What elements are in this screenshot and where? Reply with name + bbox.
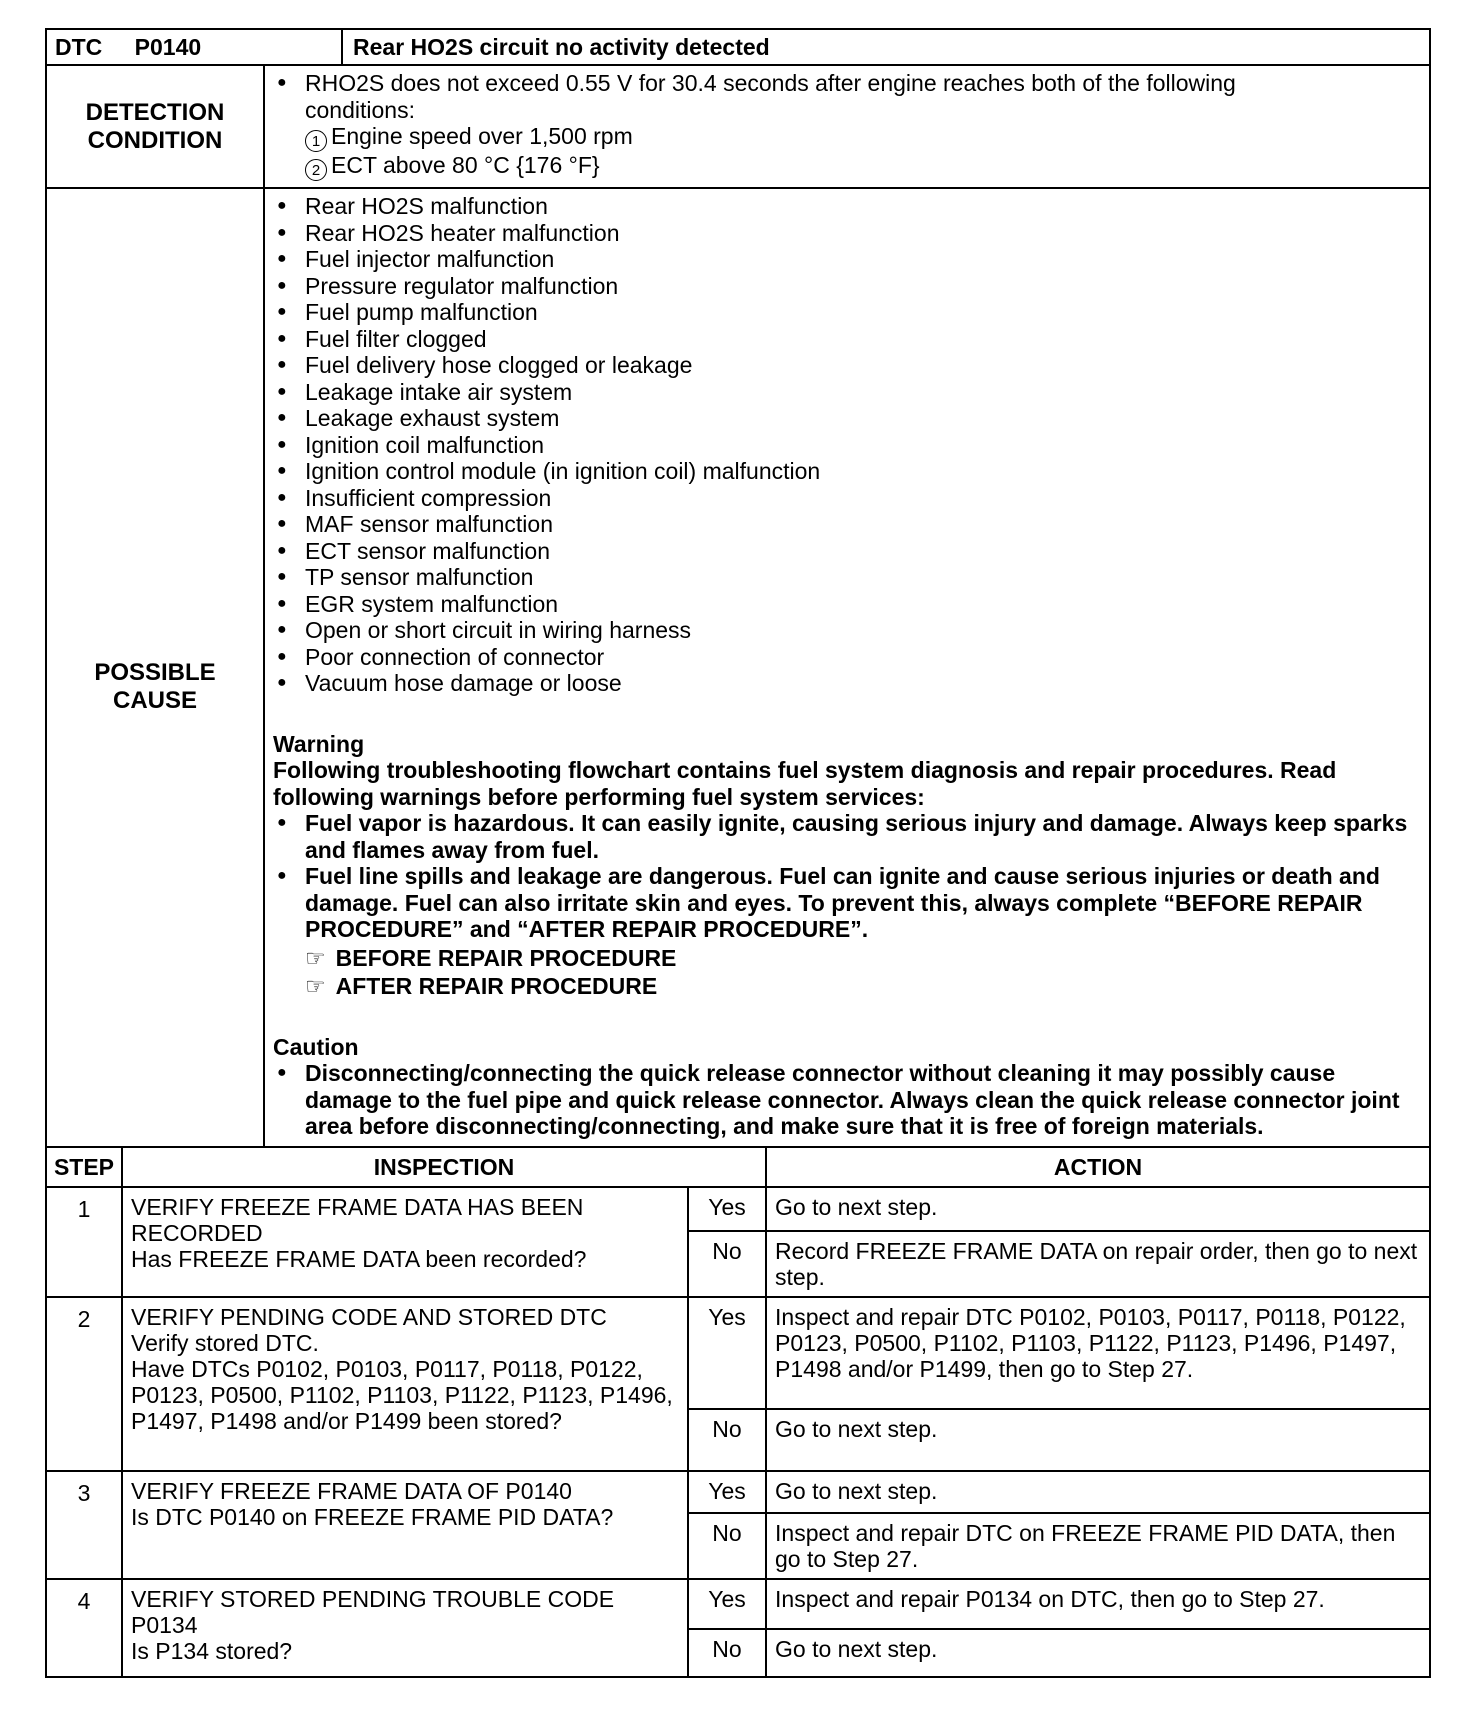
possible-cause-item: ● Rear HO2S malfunction <box>273 193 1421 220</box>
col-action: ACTION <box>766 1147 1430 1187</box>
steps-header-row <box>46 1147 1430 1187</box>
caution-title: Caution <box>273 1033 359 1060</box>
step-inspection: VERIFY PENDING CODE AND STORED DTC Verify stored DTC. Have DTCs P0102, P0103, P0117, P0118, P0122, P0123, P0500, P1102, P1103, P1122, P1123, P1496, P1497, P1498 and/or P1499 been stored? <box>122 1297 688 1471</box>
detection-bullet <box>273 70 1421 123</box>
possible-cause-content <box>264 188 1430 1147</box>
possible-cause-item: ● ECT sensor malfunction <box>273 538 1421 565</box>
step-yes-action: Inspect and repair DTC P0102, P0103, P0117, P0118, P0122, P0123, P0500, P1102, P1103, P1122, P1123, P1496, P1497, P1498 and/or P1499, then go to Step 27. <box>766 1297 1430 1409</box>
step-no-label: No <box>688 1629 766 1677</box>
possible-cause-item: ● Poor connection of connector <box>273 644 1421 671</box>
possible-cause-item: ● Ignition coil malfunction <box>273 432 1421 459</box>
step-yes-action: Go to next step. <box>766 1471 1430 1513</box>
step-yes-label: Yes <box>688 1187 766 1231</box>
possible-cause-item: ● Fuel pump malfunction <box>273 299 1421 326</box>
detection-row <box>46 65 1430 188</box>
step-number: 2 <box>46 1297 122 1471</box>
warning-title: Warning <box>273 730 365 757</box>
detection-condition-1 <box>273 123 1421 152</box>
steps-body <box>46 1187 1430 1677</box>
col-inspection: INSPECTION <box>122 1147 766 1187</box>
step-inspection: VERIFY STORED PENDING TROUBLE CODE P0134 Is P134 stored? <box>122 1579 688 1677</box>
step-yes-action: Inspect and repair P0134 on DTC, then go to Step 27. <box>766 1579 1430 1629</box>
possible-cause-item: ● Leakage exhaust system <box>273 405 1421 432</box>
possible-cause-item: ● Insufficient compression <box>273 485 1421 512</box>
dtc-title: Rear HO2S circuit no activity detected <box>342 29 1430 65</box>
step-no-label: No <box>688 1231 766 1297</box>
possible-cause-item: ● Ignition control module (in ignition coil) malfunction <box>273 458 1421 485</box>
caution-block <box>273 1034 1421 1140</box>
step-row <box>46 1579 1430 1629</box>
after-repair-link[interactable] <box>273 973 1421 1000</box>
detection-text-line1: ● RHO2S does not exceed 0.55 V for 30.4 seconds after engine reaches both of the following <box>305 70 1236 96</box>
step-no-label: No <box>688 1409 766 1471</box>
possible-cause-item: ● Open or short circuit in wiring harness <box>273 617 1421 644</box>
step-no-action: Inspect and repair DTC on FREEZE FRAME PID DATA, then go to Step 27. <box>766 1513 1430 1579</box>
step-inspection: VERIFY FREEZE FRAME DATA OF P0140 Is DTC P0140 on FREEZE FRAME PID DATA? <box>122 1471 688 1579</box>
possible-cause-label <box>46 188 264 1147</box>
warning-bullet <box>273 863 1421 943</box>
dtc-code: P0140 <box>134 33 202 60</box>
possible-cause-item: ● MAF sensor malfunction <box>273 511 1421 538</box>
cause-list <box>273 193 1421 697</box>
possible-cause-item: ● TP sensor malfunction <box>273 564 1421 591</box>
step-number: 4 <box>46 1579 122 1677</box>
step-yes-label: Yes <box>688 1471 766 1513</box>
step-no-action: Go to next step. <box>766 1629 1430 1677</box>
pointing-hand-icon: ☞ <box>305 973 326 999</box>
detection-condition-2 <box>273 152 1421 181</box>
dtc-header-row <box>46 29 1430 65</box>
condition-text: Engine speed over 1,500 rpm <box>331 123 633 149</box>
step-number: 1 <box>46 1187 122 1297</box>
possible-cause-item: ● Fuel delivery hose clogged or leakage <box>273 352 1421 379</box>
steps-table <box>45 1146 1431 1678</box>
pointing-hand-icon: ☞ <box>305 944 326 971</box>
after-repair-link-text[interactable]: AFTER REPAIR PROCEDURE <box>335 973 658 999</box>
condition-text: ECT above 80 °C {176 °F} <box>331 152 600 178</box>
circled-number-icon: 2 <box>305 159 327 181</box>
detection-content <box>264 65 1430 188</box>
possible-cause-item: ● Fuel filter clogged <box>273 326 1421 353</box>
step-no-action: Record FREEZE FRAME DATA on repair order, then go to next step. <box>766 1231 1430 1297</box>
step-number: 3 <box>46 1471 122 1579</box>
col-step: STEP <box>46 1147 122 1187</box>
before-repair-link[interactable] <box>273 945 1421 972</box>
step-yes-label: Yes <box>688 1579 766 1629</box>
possible-cause-item: ● EGR system malfunction <box>273 591 1421 618</box>
possible-cause-label-line1: POSSIBLE <box>94 659 216 686</box>
detection-label-line2: CONDITION <box>87 126 223 154</box>
possible-cause-item: ● Leakage intake air system <box>273 379 1421 406</box>
detection-text-line2: conditions: <box>305 96 415 123</box>
warning-bullet: ● Fuel vapor is hazardous. It can easily ignite, causing serious injury and damage. Always keep sparks and flames away from fuel. <box>273 810 1421 863</box>
step-yes-label: Yes <box>688 1297 766 1409</box>
possible-cause-label-line2: CAUSE <box>112 687 197 714</box>
warning-intro: Following troubleshooting flowchart contains fuel system diagnosis and repair procedures. Read following warnings before performing fuel system services: <box>273 757 1337 810</box>
dtc-sheet <box>45 28 1431 1678</box>
step-inspection: VERIFY FREEZE FRAME DATA HAS BEEN RECORDED Has FREEZE FRAME DATA been recorded? <box>122 1187 688 1297</box>
step-row <box>46 1187 1430 1231</box>
circled-number-icon: 1 <box>305 130 327 152</box>
step-row <box>46 1297 1430 1409</box>
possible-cause-item: ● Pressure regulator malfunction <box>273 273 1421 300</box>
detection-label <box>46 65 264 188</box>
step-row <box>46 1471 1430 1513</box>
step-no-label: No <box>688 1513 766 1579</box>
step-yes-action: Go to next step. <box>766 1187 1430 1231</box>
possible-cause-row <box>46 188 1430 1147</box>
before-repair-link-text[interactable]: BEFORE REPAIR PROCEDURE <box>335 944 677 971</box>
step-no-action: Go to next step. <box>766 1409 1430 1471</box>
warning-bullet-text: Fuel line spills and leakage are dangerous. Fuel can ignite and cause serious injuries or death and damage. Fuel can also irritate skin and eyes. To prevent this, always complete “BEFORE REPAIR PROCEDURE” and “AFTER REPAIR PROCEDURE”. <box>305 863 1380 942</box>
dtc-info-table <box>45 28 1431 1148</box>
possible-cause-item: ● Rear HO2S heater malfunction <box>273 220 1421 247</box>
possible-cause-item: ● Vacuum hose damage or loose <box>273 670 1421 697</box>
dtc-code-cell <box>46 29 342 65</box>
warning-block <box>273 731 1421 1000</box>
detection-label-line1: DETECTION <box>85 98 225 126</box>
possible-cause-item: ● Fuel injector malfunction <box>273 246 1421 273</box>
dtc-label: DTC <box>55 33 103 60</box>
caution-bullet: ● Disconnecting/connecting the quick release connector without cleaning it may possibly cause damage to the fuel pipe and quick release connector. Always clean the quick release connector joint area before disconnecting/connecting, and make sure that it is free of foreign materials. <box>273 1060 1421 1140</box>
